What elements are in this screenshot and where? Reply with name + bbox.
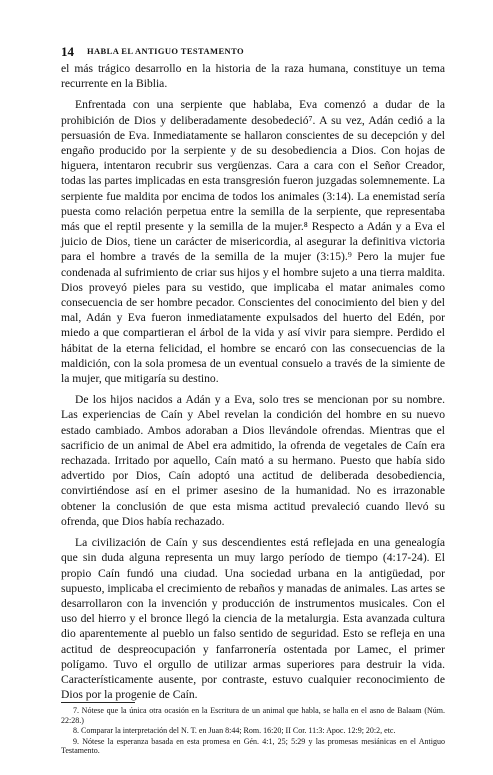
footnote: 7. Nótese que la única otra ocasión en la Escritura de un animal que habla, se halla en el asno de Balaam (Núm. 22:28.) <box>61 706 445 725</box>
footnotes <box>61 706 445 757</box>
body-text <box>61 61 445 708</box>
paragraph: De los hijos nacidos a Adán y a Eva, solo tres se mencionan por su nombre. Las experiencias de Caín y Abel revelan la condición del hombre en su nuevo estado cambiado. Ambos adoraban a Dios llevándole ofrendas. Mientras que el sacrificio de un animal de Abel era admitido, la ofrenda de vegetales de Caín era rechazada. Irritado por aquello, Caín mató a su hermano. Puesto que había sido advertido por Dios, Caín adoptó una actitud de deliberada desobediencia, convirtiéndose así en el primer asesino de la humanidad. No es irrazonable obtener la conclusión de que esta misma actitud prevaleció cuando llevó su ofrenda, que Dios había rechazado. <box>61 393 445 528</box>
page-number: 14 <box>61 44 74 59</box>
paragraph: el más trágico desarrollo en la historia de la raza humana, constituye un tema recurrente en la Biblia. <box>61 62 445 91</box>
footnote-divider <box>61 702 135 703</box>
running-title: HABLA EL ANTIGUO TESTAMENTO <box>87 46 244 56</box>
footnote: 9. Nótese la esperanza basada en esta promesa en Gén. 4:1, 25; 5:29 y las promesas mesiánicas en el Antiguo Testamento. <box>61 736 445 756</box>
footnote: 8. Comparar la interpretación del N. T. en Juan 8:44; Rom. 16:20; II Cor. 11:3: Apoc. 12:9; 20:2, etc. <box>73 726 396 736</box>
paragraph: Enfrentada con una serpiente que hablaba, Eva comenzó a dudar de la prohibición de Dios y deliberadamente desobedeció⁷. A su vez, Adán cedió a la persuasión de Eva. Inmediatamente se hallaron conscientes de su decepción y del engaño producido por la serpiente y de su desobediencia a Dios. Con hojas de higuera, intentaron recubrir sus vergüenzas. Cara a cara con el Señor Creador, todas las partes implicadas en esta transgresión fueron juzgadas solemnemente. La serpiente fue maldita por encima de todos los animales (3:14). La enemistad sería puesta como relación perpetua entre la semilla de la serpiente, que representaba más que el reptil presente y la semilla de la mujer.⁸ Respecto a Adán y a Eva el juicio de Dios, tiene un carácter de misericordia, al asegurar la definitiva victoria para el hombre a través de la semilla de la mujer (3:15).⁹ Pero la mujer fue condenada al sufrimiento de criar sus hijos y el hombre sujeto a una tierra maldita. Dios proveyó pieles para su vestido, que implicaba el matar animales como consecuencia de ser hombre pecador. Conscientes del conocimiento del bien y del mal, Adán y Eva fueron inmediatamente expulsados del huerto del Edén, por miedo a que compartieran el árbol de la vida y así vivir para siempre. Perdido el hábitat de la eterna felicidad, el hombre se encaró con las consecuencias de la maldición, con la sola promesa de un eventual consuelo a través de la simiente de la mujer, que mitigaría su destino. <box>61 98 445 386</box>
paragraph: La civilización de Caín y sus descendientes está reflejada en una genealogía que sin duda alguna representa un muy largo período de tiempo (4:17-24). El propio Caín fundó una ciudad. Una sociedad urbana en la antigüedad, por supuesto, implicaba el crecimiento de rebaños y manadas de animales. Las artes se desarrollaron con la invención y producción de instrumentos musicales. Con el uso del hierro y el bronce llegó la ciencia de la metalurgia. Esta avanzada cultura dio aparentemente al pueblo un falso sentido de seguridad. Esto se refleja en una actitud de despreocupación y fanfarronería ostentada por Lamec, el primer polígamo. Tuvo el orgullo de utilizar armas superiores para destruir la vida. Característicamente ausente, por contraste, estuvo cualquier reconocimiento de Dios por la progenie de Caín. <box>61 536 445 702</box>
page-header <box>61 44 441 58</box>
